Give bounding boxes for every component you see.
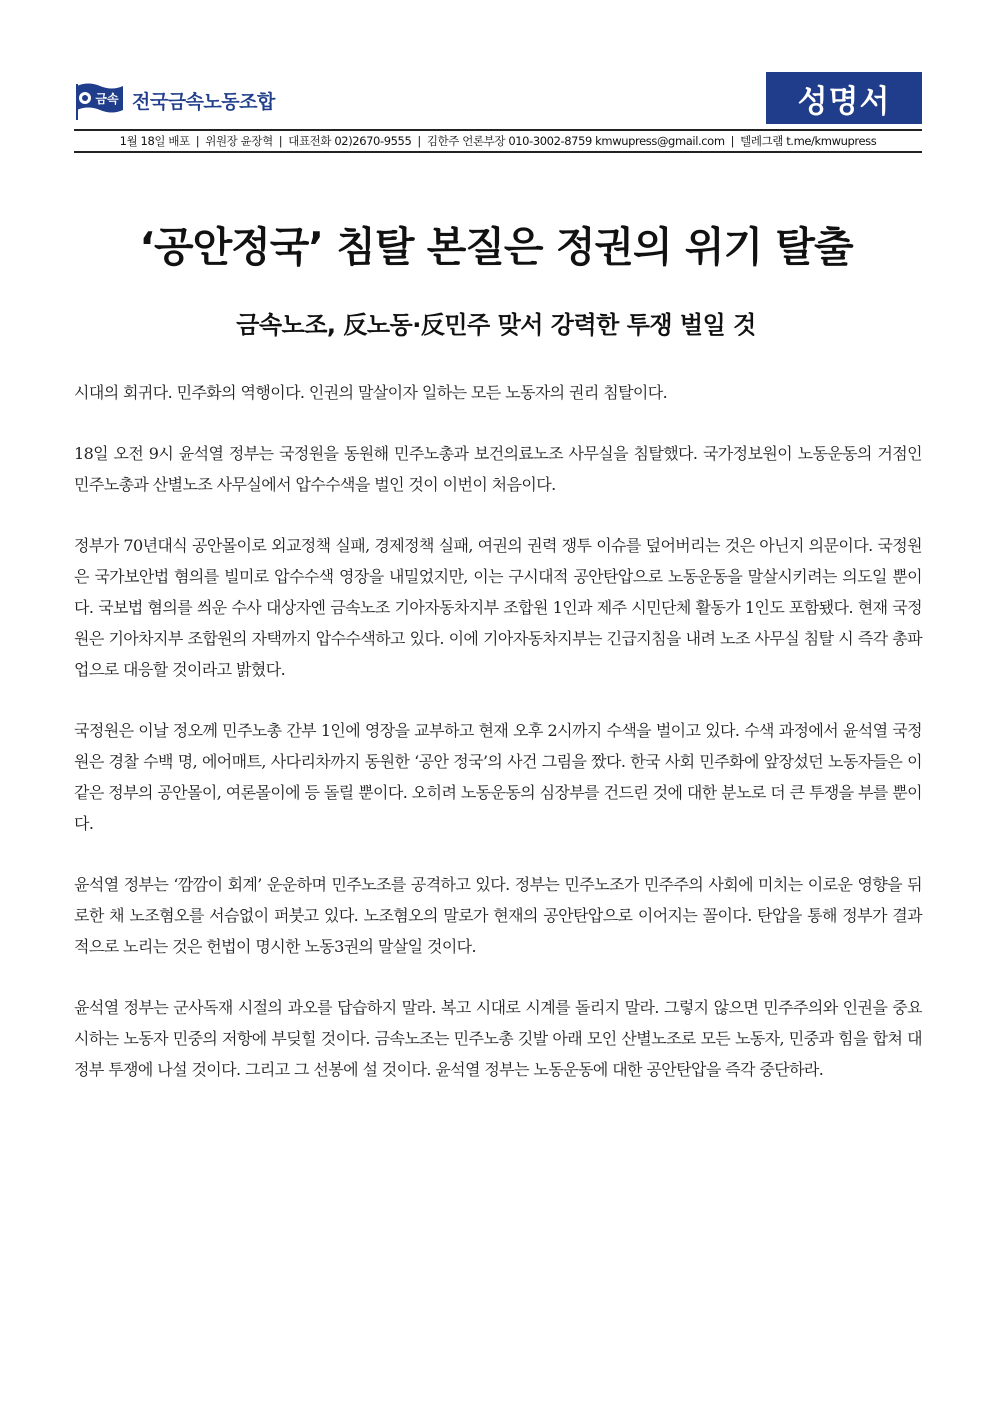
body-paragraph: 18일 오전 9시 윤석열 정부는 국정원을 동원해 민주노총과 보건의료노조 사무실을 침탈했다. 국가정보원이 노동운동의 거점인 민주노총과 산별노조 사무실에서 압수수색을 벌인 것이 이번이 처음이다.: [74, 444, 922, 494]
release-date: 1월 18일 배포: [119, 134, 190, 148]
info-separator: |: [195, 134, 200, 148]
body-paragraph: 시대의 회귀다. 민주화의 역행이다. 인권의 말살이자 일하는 모든 노동자의 권리 침탈이다.: [74, 383, 668, 402]
union-logo: [74, 78, 275, 122]
union-president: 위원장 윤장혁: [205, 134, 273, 148]
telegram-contact: 텔레그램 t.me/kmwupress: [740, 134, 877, 148]
document-type-badge: 성명서: [766, 72, 922, 124]
main-phone: 대표전화 02)2670-9555: [288, 134, 412, 148]
info-separator: |: [417, 134, 421, 148]
statement-subtitle: 금속노조, 反노동·反민주 맞서 강력한 투쟁 벌일 것: [236, 311, 756, 339]
info-separator: |: [730, 134, 735, 148]
body-paragraph: 윤석열 정부는 ‘깜깜이 회계’ 운운하며 민주노조를 공격하고 있다. 정부는 민주노조가 민주주의 사회에 미치는 이로운 영향을 뒤로한 채 노조혐오를 서슴없이 퍼붓고 있다. 노조혐오의 말로가 현재의 공안탄압으로 이어지는 꼴이다. 탄압을 통해 정부가 결과적으로 노리는 것은 헌법이 명시한 노동3권의 말살일 것이다.: [74, 875, 922, 956]
statement-title: ‘공안정국’ 침탈 본질은 정권의 위기 탈출: [139, 223, 853, 271]
logo-mark-text: 금속: [95, 92, 119, 106]
org-name: 전국금속노동조합: [132, 90, 275, 113]
statement-body: [74, 377, 922, 1115]
body-paragraph: 국정원은 이날 정오께 민주노총 간부 1인에 영장을 교부하고 현재 오후 2시까지 수색을 벌이고 있다. 수색 과정에서 윤석열 국정원은 경찰 수백 명, 에어매트, 사다리차까지 동원한 ‘공안 정국’의 사건 그림을 짰다. 한국 사회 민주화에 앞장섰던 노동자들은 이 같은 정부의 공안몰이, 여론몰이에 등 돌릴 뿐이다. 오히려 노동운동의 심장부를 건드린 것에 대한 분노로 더 큰 투쟁을 부를 뿐이다.: [74, 721, 922, 833]
union-flag-icon: [74, 80, 126, 120]
body-paragraph: 윤석열 정부는 군사독재 시절의 과오를 답습하지 말라. 복고 시대로 시계를 돌리지 말라. 그렇지 않으면 민주주의와 인권을 중요시하는 노동자 민중의 저항에 부딪힐 것이다. 금속노조는 민주노총 깃발 아래 모인 산별노조로 모든 노동자, 민중과 힘을 합쳐 대정부 투쟁에 나설 것이다. 그리고 그 선봉에 설 것이다. 윤석열 정부는 노동운동에 대한 공안탄압을 즉각 중단하라.: [74, 998, 922, 1079]
info-bar: [74, 129, 922, 153]
header: [74, 72, 922, 128]
info-separator: |: [278, 134, 283, 148]
press-contact: 김한주 언론부장 010-3002-8759 kmwupress@gmail.com: [426, 134, 725, 148]
body-paragraph: 정부가 70년대식 공안몰이로 외교정책 실패, 경제정책 실패, 여권의 권력 쟁투 이슈를 덮어버리는 것은 아닌지 의문이다. 국정원은 국가보안법 혐의를 빌미로 압수수색 영장을 내밀었지만, 이는 구시대적 공안탄압으로 노동운동을 말살시키려는 의도일 뿐이다. 국보법 혐의를 씌운 수사 대상자엔 금속노조 기아자동차지부 조합원 1인과 제주 시민단체 활동가 1인도 포함됐다. 현재 국정원은 기아차지부 조합원의 자택까지 압수수색하고 있다. 이에 기아자동차지부는 긴급지침을 내려 노조 사무실 침탈 시 즉각 총파업으로 대응할 것이라고 밝혔다.: [74, 536, 922, 679]
